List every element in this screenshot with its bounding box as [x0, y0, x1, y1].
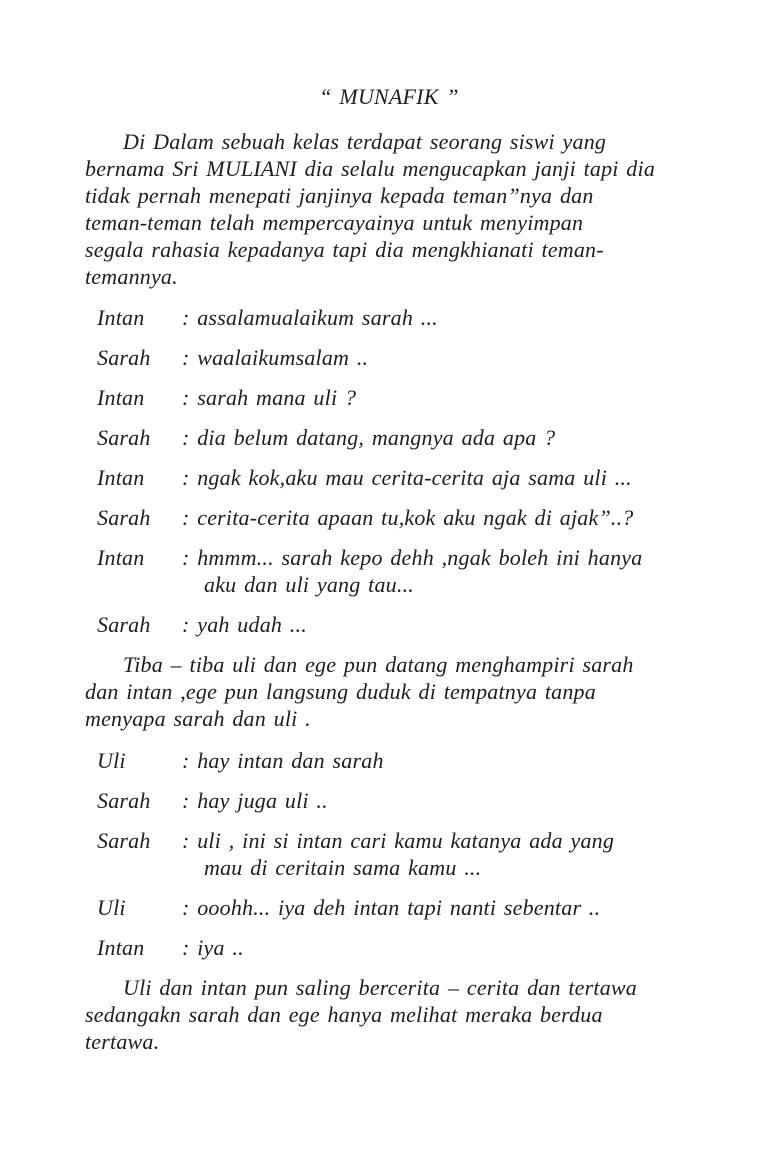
dialogue-text: [182, 504, 693, 531]
page-title: “ MUNAFIK ”: [319, 84, 459, 109]
speaker-name: Uli: [97, 895, 126, 920]
dialogue-row: [97, 304, 693, 331]
dialogue-text: [182, 611, 693, 638]
dialogue-text: [182, 894, 693, 921]
text-line: : ooohh... iya deh intan tapi nanti sebentar ..: [182, 895, 601, 920]
speaker-name: Sarah: [97, 612, 151, 637]
text-line: menyapa sarah dan uli .: [85, 706, 311, 731]
text-line: : hay juga uli ..: [182, 788, 328, 813]
text-line: : dia belum datang, mangnya ada apa ?: [182, 425, 556, 450]
dialogue-row: [97, 344, 693, 371]
speaker-name: Sarah: [97, 828, 151, 853]
dialogue-text: [182, 934, 693, 961]
dialogue-row: [97, 611, 693, 638]
speaker-name: Uli: [97, 748, 126, 773]
dialogue-block-2: [97, 747, 693, 961]
speaker-name: Intan: [97, 465, 145, 490]
dialogue-row: [97, 424, 693, 451]
speaker-name: Intan: [97, 935, 145, 960]
text-line: : uli , ini si intan cari kamu katanya ada yang: [182, 828, 615, 853]
text-line: : yah udah ...: [182, 612, 307, 637]
dialogue-text: [182, 464, 693, 491]
speaker-name: Sarah: [97, 505, 151, 530]
text-line: Tiba – tiba uli dan ege pun datang menghampiri sarah: [123, 652, 634, 677]
dialogue-row: [97, 894, 693, 921]
dialogue-text: [182, 304, 693, 331]
text-line: aku dan uli yang tau...: [204, 572, 414, 597]
text-line: segala rahasia kepadanya tapi dia mengkhianati teman-: [85, 237, 604, 262]
dialogue-row: [97, 827, 693, 881]
text-line: : iya ..: [182, 935, 244, 960]
narrative-paragraph: [85, 651, 693, 732]
dialogue-row: [97, 747, 693, 774]
text-line: : assalamualaikum sarah ...: [182, 305, 438, 330]
text-line: : cerita-cerita apaan tu,kok aku ngak di ajak”..?: [182, 505, 634, 530]
text-line: teman-teman telah mempercayainya untuk menyimpan: [85, 210, 584, 235]
dialogue-row: [97, 544, 693, 598]
dialogue-text: [182, 827, 693, 881]
intro-paragraph: [85, 128, 693, 290]
text-line: tidak pernah menepati janjinya kepada teman”nya dan: [85, 183, 594, 208]
text-line: dan intan ,ege pun langsung duduk di tempatnya tanpa: [85, 679, 596, 704]
text-line: Uli dan intan pun saling bercerita – cerita dan tertawa: [123, 975, 637, 1000]
speaker-name: Intan: [97, 305, 145, 330]
text-line: : hmmm... sarah kepo dehh ,ngak boleh ini hanya: [182, 545, 643, 570]
text-line: mau di ceritain sama kamu ...: [204, 855, 482, 880]
dialogue-text: [182, 787, 693, 814]
speaker-name: Intan: [97, 545, 145, 570]
dialogue-text: [182, 747, 693, 774]
speaker-name: Sarah: [97, 425, 151, 450]
text-line: : hay intan dan sarah: [182, 748, 384, 773]
text-line: : waalaikumsalam ..: [182, 345, 369, 370]
text-line: temannya.: [85, 264, 178, 289]
dialogue-row: [97, 787, 693, 814]
text-line: : sarah mana uli ?: [182, 385, 357, 410]
dialogue-text: [182, 544, 693, 598]
speaker-name: Sarah: [97, 788, 151, 813]
speaker-name: Sarah: [97, 345, 151, 370]
speaker-name: Intan: [97, 385, 145, 410]
dialogue-row: [97, 464, 693, 491]
text-line: bernama Sri MULIANI dia selalu mengucapkan janji tapi dia: [85, 156, 656, 181]
closing-paragraph: [85, 974, 693, 1055]
text-line: Di Dalam sebuah kelas terdapat seorang siswi yang: [123, 129, 607, 154]
dialogue-text: [182, 344, 693, 371]
dialogue-row: [97, 504, 693, 531]
dialogue-row: [97, 384, 693, 411]
dialogue-row: [97, 934, 693, 961]
text-line: tertawa.: [85, 1029, 160, 1054]
dialogue-text: [182, 424, 693, 451]
text-line: : ngak kok,aku mau cerita-cerita aja sama uli ...: [182, 465, 632, 490]
text-line: sedangakn sarah dan ege hanya melihat meraka berdua: [85, 1002, 603, 1027]
dialogue-block-1: [97, 304, 693, 638]
dialogue-text: [182, 384, 693, 411]
